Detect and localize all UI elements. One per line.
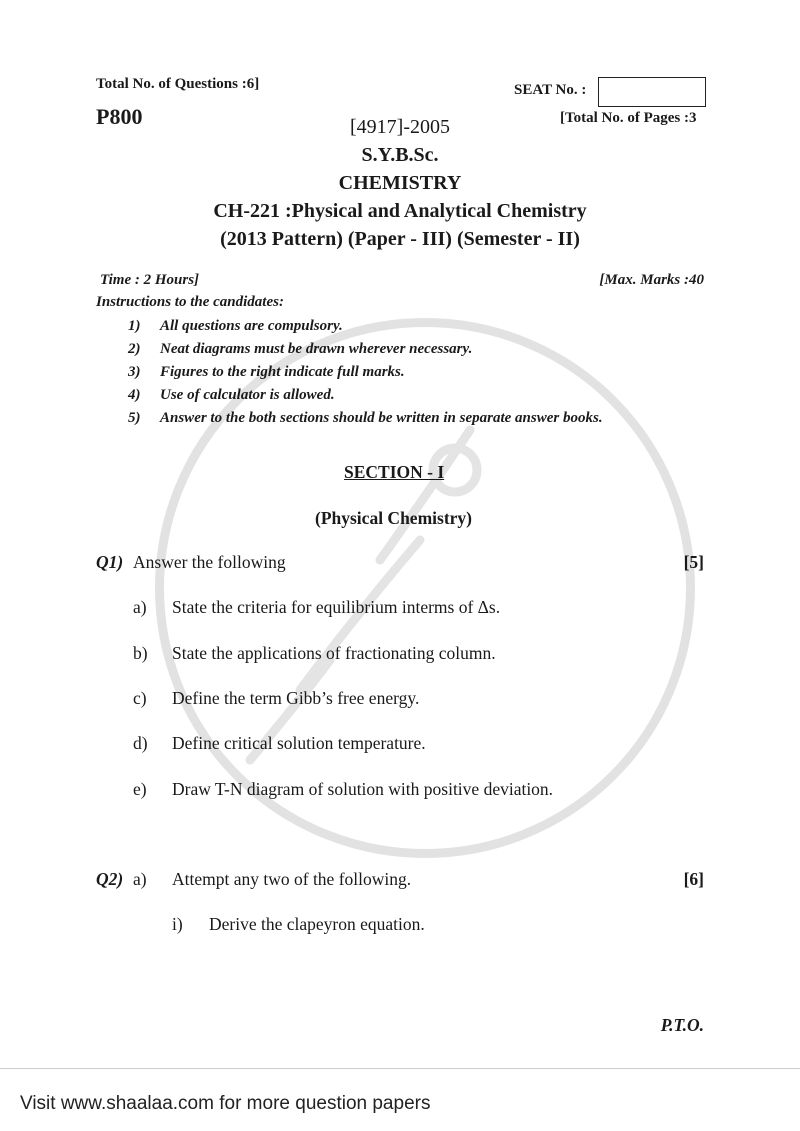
footer-link-text[interactable]: Visit www.shaalaa.com for more question papers xyxy=(20,1093,431,1114)
q2-text: Attempt any two of the following. xyxy=(172,869,412,889)
seat-number-box xyxy=(598,77,706,107)
paper-code: P800 xyxy=(96,104,143,129)
instruction-num: 4) xyxy=(128,387,141,403)
q2-number: Q2) xyxy=(96,869,124,889)
q1-marks: [5] xyxy=(683,552,704,572)
q1-item-num: c) xyxy=(133,688,147,708)
time: Time : 2 Hours] xyxy=(100,272,200,288)
total-questions: Total No. of Questions :6] xyxy=(96,76,260,92)
section-subtitle: (Physical Chemistry) xyxy=(315,508,472,528)
q1-item-text: State the applications of fractionating column. xyxy=(172,643,496,663)
seat-label: SEAT No. : xyxy=(514,82,587,98)
q1-text: Answer the following xyxy=(133,552,286,572)
instruction-num: 5) xyxy=(128,410,141,426)
q2-part: a) xyxy=(133,869,147,889)
exam-code: [4917]-2005 xyxy=(350,116,450,138)
subject: CHEMISTRY xyxy=(338,172,462,194)
course: S.Y.B.Sc. xyxy=(361,144,439,166)
instruction-num: 2) xyxy=(128,341,141,357)
section-title: SECTION - I xyxy=(344,462,445,482)
q1-item-num: a) xyxy=(133,597,147,617)
q2-item-text: Derive the clapeyron equation. xyxy=(209,914,425,934)
footer-divider xyxy=(0,1068,800,1069)
q1-item-text: Define critical solution temperature. xyxy=(172,733,426,753)
total-pages: [Total No. of Pages :3 xyxy=(560,110,697,126)
instruction-text: All questions are compulsory. xyxy=(160,318,343,334)
q1-item-num: e) xyxy=(133,779,147,799)
pattern: (2013 Pattern) (Paper - III) (Semester - II) xyxy=(220,228,580,250)
instruction-num: 3) xyxy=(128,364,141,380)
instruction-text: Answer to the both sections should be written in separate answer books. xyxy=(160,410,603,426)
q2-item-num: i) xyxy=(172,914,183,934)
instruction-text: Neat diagrams must be drawn wherever necessary. xyxy=(160,341,473,357)
q1-item-text: Draw T-N diagram of solution with positive deviation. xyxy=(172,779,554,799)
q1-number: Q1) xyxy=(96,552,124,572)
instructions-heading: Instructions to the candidates: xyxy=(96,294,284,310)
max-marks: [Max. Marks :40 xyxy=(599,272,704,288)
q1-item-num: d) xyxy=(133,733,148,753)
paper-title: CH-221 :Physical and Analytical Chemistry xyxy=(213,200,587,222)
q1-item-num: b) xyxy=(133,643,148,663)
instruction-text: Figures to the right indicate full marks. xyxy=(160,364,405,380)
q1-item-text: State the criteria for equilibrium interms of Δs. xyxy=(172,597,501,617)
instruction-num: 1) xyxy=(128,318,141,334)
q1-item-text: Define the term Gibb’s free energy. xyxy=(172,688,420,708)
pto: P.T.O. xyxy=(660,1015,704,1035)
instruction-text: Use of calculator is allowed. xyxy=(160,387,335,403)
q2-marks: [6] xyxy=(683,869,704,889)
